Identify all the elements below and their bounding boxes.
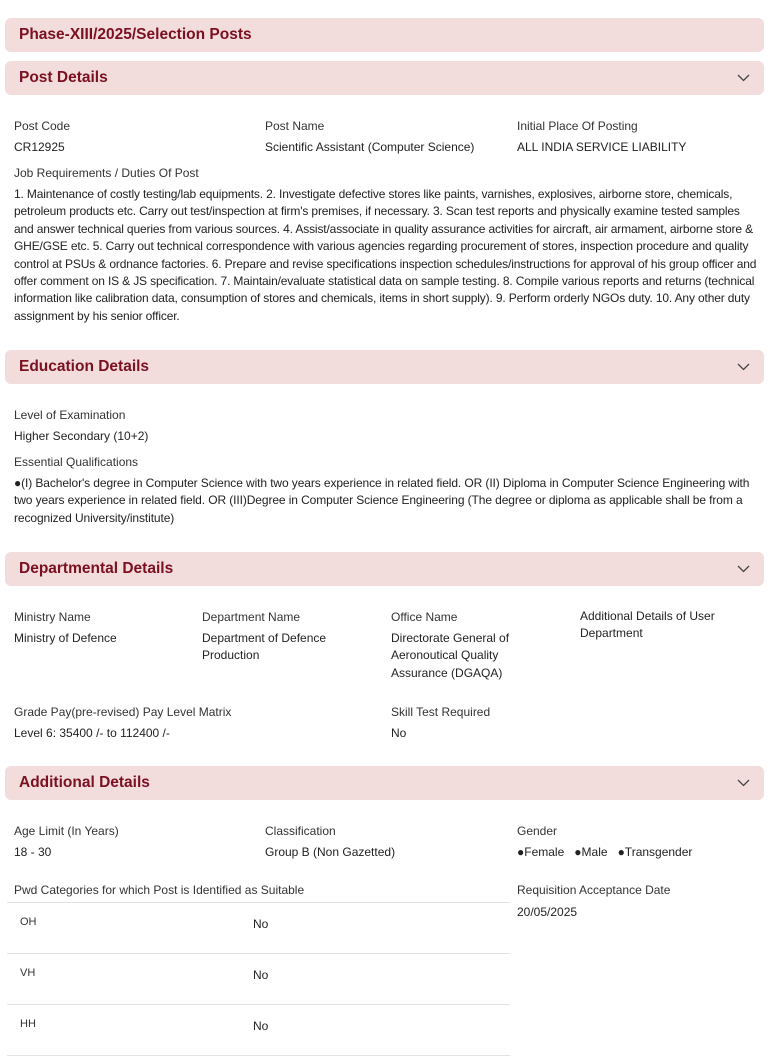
exam-level-label: Level of Examination [14, 408, 126, 422]
exam-level-value: Higher Secondary (10+2) [14, 429, 149, 443]
phase-title: Phase-XIII/2025/Selection Posts [19, 26, 252, 43]
qualifications-label: Essential Qualifications [14, 455, 139, 469]
pwd-code: VH [20, 967, 36, 979]
pwd-value: No [253, 1019, 269, 1033]
classification-value: Group B (Non Gazetted) [265, 845, 396, 859]
table-row [7, 954, 510, 1005]
additional-details-header[interactable] [5, 766, 764, 800]
pwd-value: No [253, 968, 269, 982]
departmental-details-header[interactable] [5, 552, 764, 586]
post-code-label: Post Code [14, 119, 71, 133]
chevron-down-icon[interactable] [736, 71, 750, 85]
age-limit-label: Age Limit (In Years) [14, 824, 119, 838]
chevron-down-icon[interactable] [736, 776, 750, 790]
skill-test-value: No [391, 726, 407, 740]
departmental-details-title: Departmental Details [19, 560, 174, 577]
grade-pay-value: Level 6: 35400 /- to 112400 /- [14, 726, 170, 740]
department-label: Department Name [202, 610, 301, 624]
age-limit-value: 18 - 30 [14, 845, 52, 859]
post-details-header[interactable] [5, 61, 764, 95]
chevron-down-icon[interactable] [736, 562, 750, 576]
table-row [7, 903, 510, 954]
post-code-value: CR12925 [14, 140, 65, 154]
requisition-date-label: Requisition Acceptance Date [517, 883, 671, 897]
post-name-value: Scientific Assistant (Computer Science) [265, 140, 475, 154]
posting-label: Initial Place Of Posting [517, 119, 638, 133]
education-details-header[interactable] [5, 350, 764, 384]
department-value: Department of Defence Production [202, 631, 327, 663]
duties-label: Job Requirements / Duties Of Post [14, 166, 199, 180]
post-name-label: Post Name [265, 119, 325, 133]
skill-test-label: Skill Test Required [391, 705, 491, 719]
ministry-label: Ministry Name [14, 610, 91, 624]
grade-pay-label: Grade Pay(pre-revised) Pay Level Matrix [14, 705, 232, 719]
duties-text: 1. Maintenance of costly testing/lab equipments. 2. Investigate defective stores like paints, varnishes, explosives, airborne store, chemicals, petroleum products etc. Carry out test/inspection at firm's premises, if necessary. 3. Scan test reports and physically examine tested samples and answer technical queries from various sources. 4. Assist/associate in quality assurance activities for aircraft, air armament, airborne store & GHE/GSE etc. 5. Carry out technical correspondence with various agencies regarding procurement of stores, inspection procedure and quality control at PSUs & ordnance factories. 6. Prepare and revise specifications inspection schedules/instructions for approval of his group officer and offer comment on IS & JS specification. 7. Maintain/evaluate statistical data on sample testing. 8. Compile various reports and returns (technical information like calibration data, consumption of stores and chemicals, items in short supply). 9. Perform orderly NGOs duty. 10. Any other duty assignment by his senior officer. [14, 187, 757, 323]
post-details-title: Post Details [19, 69, 108, 86]
pwd-code: OH [20, 916, 37, 928]
pwd-label: Pwd Categories for which Post is Identified as Suitable [14, 883, 305, 897]
classification-label: Classification [265, 824, 336, 838]
qualifications-text: ●(I) Bachelor's degree in Computer Science with two years experience in related field. OR (II) Diploma in Computer Science Engineering with two years experience in related field. OR (III)Degree in Computer Science Engineering (The degree or diploma as applicable shall be from a recognized University/institute) [14, 476, 750, 525]
chevron-down-icon[interactable] [736, 360, 750, 374]
additional-details-title: Additional Details [19, 774, 150, 791]
additional-user-dept-label: Additional Details of User Department [580, 609, 715, 641]
gender-label: Gender [517, 824, 558, 838]
table-row [7, 1005, 510, 1056]
gender-male: ●Male [574, 845, 608, 859]
office-value: Directorate General of Aeronoutical Quality Assurance (DGAQA) [391, 631, 510, 680]
gender-transgender: ●Transgender [617, 845, 693, 859]
gender-list [517, 845, 692, 859]
pwd-value: No [253, 917, 269, 931]
requisition-date-value: 20/05/2025 [517, 905, 578, 919]
posting-value: ALL INDIA SERVICE LIABILITY [517, 140, 687, 154]
gender-female: ●Female [517, 845, 565, 859]
ministry-value: Ministry of Defence [14, 631, 117, 645]
phase-title-bar [5, 18, 764, 52]
education-details-title: Education Details [19, 358, 150, 375]
pwd-code: HH [20, 1018, 36, 1030]
office-label: Office Name [391, 610, 458, 624]
